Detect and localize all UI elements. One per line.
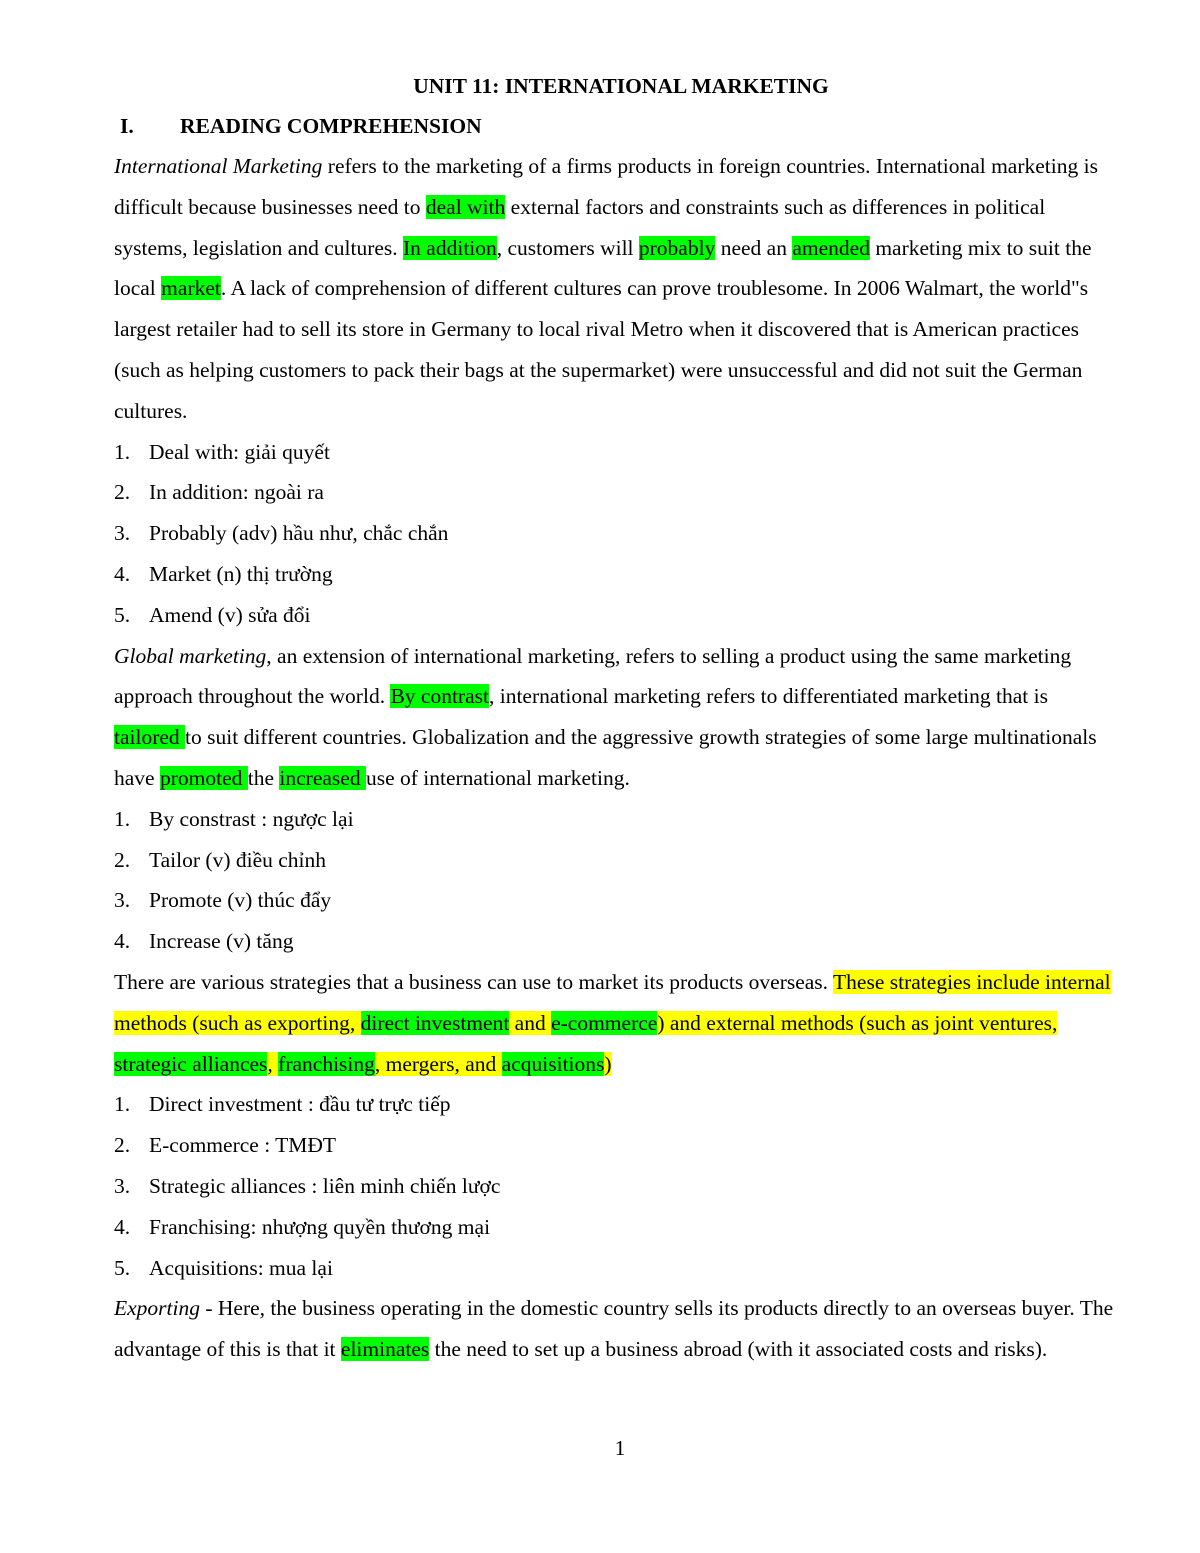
list-number: 4. bbox=[114, 1214, 131, 1239]
term-global-marketing: Global marketing bbox=[114, 643, 267, 668]
highlight-market: market bbox=[161, 276, 221, 301]
unit-title: UNIT 11: INTERNATIONAL MARKETING bbox=[413, 74, 829, 98]
highlight-e-commerce: e-commerce bbox=[551, 1010, 658, 1035]
highlight-strategies-sentence: These strategies include internal methods (such as exporting, bbox=[114, 969, 1111, 1035]
highlight-in-addition: In addition bbox=[403, 235, 497, 260]
highlight-eliminates: eliminates bbox=[340, 1337, 430, 1362]
list-item bbox=[114, 432, 1114, 473]
text-run: . A lack of comprehension of different cultures can prove troublesome. In 2006 Walmart, the world"s largest retailer had to sell its store in Germany to local rival Metro when it discovered that is American practices (such as helping customers to pack their bags at the supermarket) were unsuccessful and did not suit the German cultures. bbox=[114, 276, 1089, 423]
text-run: marketing mix to suit the local bbox=[114, 235, 1092, 301]
list-item bbox=[114, 1166, 1114, 1207]
document-body bbox=[114, 66, 1114, 1370]
text-run: , international marketing refers to differentiated marketing that is bbox=[488, 684, 1048, 709]
text-run: the need to set up a business abroad (with it associated costs and risks). bbox=[429, 1337, 1048, 1362]
list-number: 3. bbox=[114, 888, 131, 913]
list-item bbox=[114, 1125, 1114, 1166]
section-number: I. bbox=[120, 114, 134, 138]
list-text: Deal with: giải quyết bbox=[149, 439, 330, 464]
paragraph-international-marketing bbox=[114, 146, 1114, 432]
list-item bbox=[114, 513, 1114, 554]
list-number: 5. bbox=[114, 602, 131, 627]
highlight-text-run: , mergers, and bbox=[374, 1051, 502, 1076]
highlight-strategic-alliances: strategic alliances bbox=[114, 1051, 268, 1076]
text-run: external factors and constraints such as differences in political systems, legislation and cultures. bbox=[114, 194, 1046, 260]
list-text: Probably (adv) hầu như, chắc chắn bbox=[149, 521, 449, 546]
highlight-direct-investment: direct investment bbox=[360, 1010, 510, 1035]
list-item bbox=[114, 595, 1114, 636]
highlight-amended: amended bbox=[792, 235, 870, 260]
text-run: the bbox=[247, 765, 280, 790]
page-number: 1 bbox=[614, 1436, 626, 1460]
highlight-probably: probably bbox=[638, 235, 716, 260]
text-run: , customers will bbox=[496, 235, 639, 260]
highlight-text-run: ) bbox=[604, 1051, 612, 1076]
text-run: use of international marketing. bbox=[365, 765, 630, 790]
list-number: 2. bbox=[114, 1133, 131, 1158]
list-text: Franchising: nhượng quyền thương mại bbox=[149, 1214, 491, 1239]
list-number: 5. bbox=[114, 1255, 131, 1280]
list-item bbox=[114, 799, 1114, 840]
paragraph-global-marketing bbox=[114, 636, 1114, 799]
list-number: 2. bbox=[114, 847, 131, 872]
highlight-text-run: ) and external methods (such as joint ventures, bbox=[657, 1010, 1058, 1035]
list-item bbox=[114, 1207, 1114, 1248]
list-number: 3. bbox=[114, 1173, 131, 1198]
highlight-acquisitions: acquisitions bbox=[501, 1051, 605, 1076]
list-item bbox=[114, 472, 1114, 513]
vocab-list-1 bbox=[114, 432, 1114, 636]
highlight-tailored: tailored bbox=[114, 725, 186, 750]
list-text: Promote (v) thúc đẩy bbox=[149, 888, 332, 913]
list-item bbox=[114, 554, 1114, 595]
text-run: - Here, the business operating in the domestic country sells its products directly to an overseas buyer. The advantage of this is that it bbox=[114, 1296, 1114, 1362]
list-text: By constrast : ngược lại bbox=[149, 806, 354, 831]
list-text: Tailor (v) điều chỉnh bbox=[149, 847, 327, 872]
highlight-deal-with: deal with bbox=[425, 194, 506, 219]
highlight-increased: increased bbox=[279, 765, 366, 790]
highlight-franchising: franchising bbox=[278, 1051, 375, 1076]
highlight-text-run: , bbox=[267, 1051, 279, 1076]
list-number: 1. bbox=[114, 806, 131, 831]
list-number: 2. bbox=[114, 480, 131, 505]
list-number: 1. bbox=[114, 1092, 131, 1117]
section-label: READING COMPREHENSION bbox=[180, 114, 482, 138]
term-international-marketing: International Marketing bbox=[114, 154, 323, 178]
list-number: 1. bbox=[114, 439, 131, 464]
list-text: Direct investment : đầu tư trực tiếp bbox=[149, 1092, 451, 1117]
list-item bbox=[114, 840, 1114, 881]
list-text: Increase (v) tăng bbox=[149, 929, 294, 954]
vocab-list-3 bbox=[114, 1084, 1114, 1288]
text-run: to suit different countries. Globalization and the aggressive growth strategies of some large multinationals have bbox=[114, 725, 1097, 790]
text-run: There are various strategies that a business can use to market its products overseas. bbox=[114, 969, 834, 994]
text-run: need an bbox=[715, 235, 793, 260]
text-run: , an extension of international marketing, refers to selling a product using the same marketing approach throughout the world. bbox=[114, 643, 1072, 709]
vocab-list-2 bbox=[114, 799, 1114, 962]
section-heading bbox=[114, 106, 1114, 146]
list-text: Strategic alliances : liên minh chiến lược bbox=[149, 1173, 501, 1198]
list-item bbox=[114, 1084, 1114, 1125]
list-number: 4. bbox=[114, 561, 131, 586]
paragraph-exporting bbox=[114, 1288, 1114, 1370]
list-text: Market (n) thị trường bbox=[149, 561, 333, 586]
list-item bbox=[114, 1248, 1114, 1289]
list-number: 4. bbox=[114, 929, 131, 954]
highlight-by-contrast: By contrast bbox=[390, 684, 489, 709]
highlight-promoted: promoted bbox=[159, 765, 248, 790]
list-text: Amend (v) sửa đổi bbox=[149, 602, 311, 627]
list-text: In addition: ngoài ra bbox=[149, 480, 324, 505]
paragraph-strategies bbox=[114, 962, 1114, 1084]
term-exporting: Exporting bbox=[114, 1296, 200, 1321]
highlight-text-run: and bbox=[509, 1010, 552, 1035]
list-number: 3. bbox=[114, 521, 131, 546]
list-text: E-commerce : TMĐT bbox=[149, 1133, 337, 1158]
list-item bbox=[114, 880, 1114, 921]
list-item bbox=[114, 921, 1114, 962]
list-text: Acquisitions: mua lại bbox=[149, 1255, 333, 1280]
text-run: refers to the marketing of a firms products in foreign countries. International marketing is difficult because businesses need to bbox=[114, 154, 1098, 219]
